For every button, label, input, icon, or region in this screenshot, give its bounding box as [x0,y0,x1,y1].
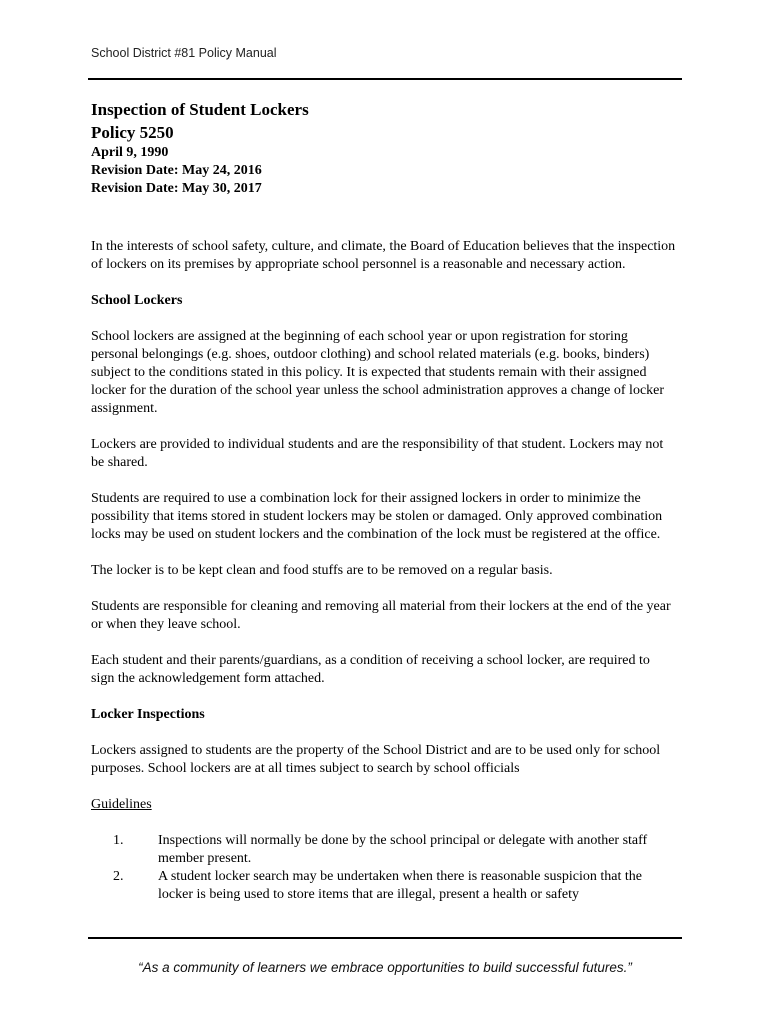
intro-paragraph: In the interests of school safety, culture, and climate, the Board of Education believes that the inspection of lockers on its premises by appropriate school personnel is a reasonable and necessary action. [91,239,676,272]
school-lockers-heading: School Lockers [91,293,183,308]
policy-number: Policy 5250 [91,123,174,142]
guideline-number: 1. [113,833,124,848]
footer-divider [88,937,682,939]
policy-date-adopted: April 9, 1990 [91,145,169,160]
guideline-number: 2. [113,869,124,884]
school-lockers-paragraph: Students are responsible for cleaning and removing all material from their lockers at the end of the year or when they leave school. [91,599,671,632]
guidelines-list [91,832,676,904]
guideline-text: Inspections will normally be done by the school principal or delegate with another staff member present. [158,833,648,866]
locker-inspections-paragraph: Lockers assigned to students are the property of the School District and are to be used only for school purposes. School lockers are at all times subject to search by school officials [91,743,661,776]
policy-revision-date-2: Revision Date: May 30, 2017 [91,181,262,196]
school-lockers-paragraph: The locker is to be kept clean and food stuffs are to be removed on a regular basis. [91,563,553,578]
guideline-text: A student locker search may be undertaken when there is reasonable suspicion that the locker is being used to store items that are illegal, present a health or safety [158,869,643,902]
header-divider [88,78,682,80]
guidelines-heading: Guidelines [91,797,152,812]
footer-motto: “As a community of learners we embrace opportunities to build successful futures.” [138,960,632,975]
school-lockers-paragraph: School lockers are assigned at the beginning of each school year or upon registration for storing personal belongings (e.g. shoes, outdoor clothing) and school related materials (e.g. books, binders) subject to the conditions stated in this policy. It is expected that students remain with their assigned locker for the duration of the school year unless the school administration approves a change of locker assignment. [91,329,665,416]
locker-inspections-heading: Locker Inspections [91,707,205,722]
school-lockers-paragraph: Students are required to use a combination lock for their assigned lockers in order to minimize the possibility that items stored in student lockers may be stolen or damaged. Only approved combination locks may be used on student lockers and the combination of the lock must be registered at the office. [91,491,663,542]
header-title: School District #81 Policy Manual [91,46,277,60]
guideline-item [91,868,676,904]
policy-revision-date-1: Revision Date: May 24, 2016 [91,163,262,178]
school-lockers-paragraph: Each student and their parents/guardians, as a condition of receiving a school locker, are required to sign the acknowledgement form attached. [91,653,650,686]
policy-title: Inspection of Student Lockers [91,100,309,119]
document-body [91,98,676,904]
guideline-item [91,832,676,868]
school-lockers-paragraph: Lockers are provided to individual students and are the responsibility of that student. Lockers may not be shared. [91,437,664,470]
